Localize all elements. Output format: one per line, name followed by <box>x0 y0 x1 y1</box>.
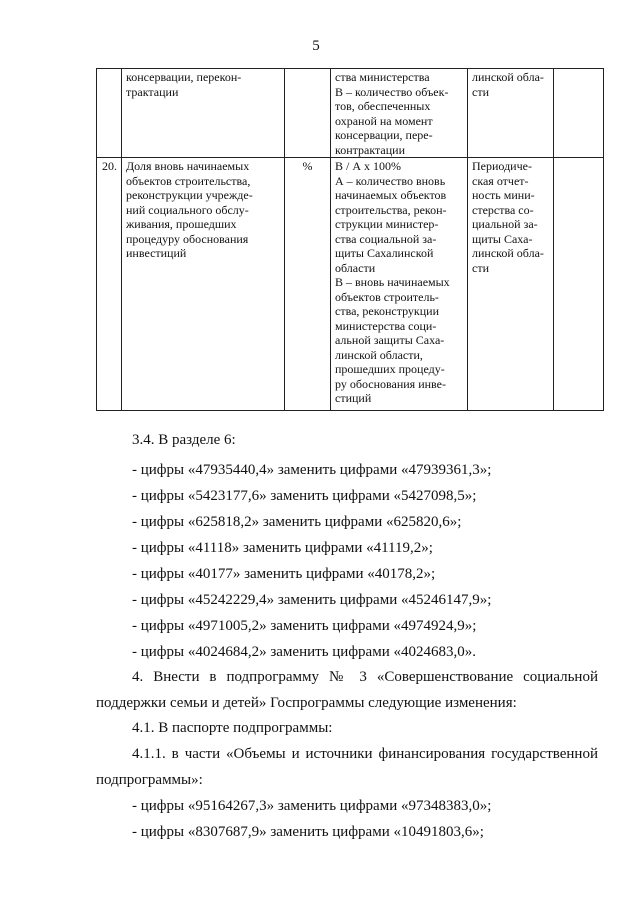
paragraph-item-4-line2: поддержки семьи и детей» Госпрограммы следующие изменения: <box>96 695 517 711</box>
list-item: - цифры «4971005,2» заменить цифрами «4974924,9»; <box>132 618 477 634</box>
list-item: - цифры «5423177,6» заменить цифрами «5427098,5»; <box>132 488 477 504</box>
paragraph-item-4-line1: 4. Внести в подпрограмму № 3 «Совершенствование социальной <box>132 669 598 685</box>
indicators-table <box>96 68 604 411</box>
table-cell-indicator-name: Доля вновь начинаемых объектов строительства, реконструкции учрежде- ний социального обслу- живания, прошедших процедуру обоснования инвестиций <box>122 158 285 411</box>
table-cell-extra <box>554 69 604 158</box>
table-cell-number <box>97 69 122 158</box>
paragraph-item-4-1: 4.1. В паспорте подпрограммы: <box>132 720 333 736</box>
table-cell-extra <box>554 158 604 411</box>
list-item: - цифры «47935440,4» заменить цифрами «47939361,3»; <box>132 462 492 478</box>
paragraph-item-4-1-1-line1: 4.1.1. в части «Объемы и источники финансирования государственной <box>132 746 598 762</box>
list-item: - цифры «45242229,4» заменить цифрами «45246147,9»; <box>132 592 492 608</box>
list-item: - цифры «8307687,9» заменить цифрами «10491803,6»; <box>132 824 484 840</box>
table-cell-unit <box>285 69 331 158</box>
list-item: - цифры «41118» заменить цифрами «41119,2»; <box>132 540 433 556</box>
table-cell-indicator-name: консервации, перекон- трактации <box>122 69 285 158</box>
table-cell-formula: ства министерства В – количество объек- тов, обеспеченных охраной на момент консервации, пере- контрактации <box>331 69 468 158</box>
section-heading: 3.4. В разделе 6: <box>132 432 236 448</box>
list-item: - цифры «40177» заменить цифрами «40178,2»; <box>132 566 436 582</box>
table-cell-source: Периодиче- ская отчет- ность мини- стерства со- циальной за- щиты Саха- линской обла- сти <box>468 158 554 411</box>
table-cell-unit: % <box>285 158 331 411</box>
page-number: 5 <box>312 38 320 54</box>
list-item: - цифры «95164267,3» заменить цифрами «97348383,0»; <box>132 798 492 814</box>
table-cell-number: 20. <box>97 158 122 411</box>
table-cell-formula: В / А х 100% А – количество вновь начинаемых объектов строительства, рекон- струкции министер- ства социальной за- щиты Сахалинской области В – вновь начинаемых объектов строитель- ства, реконструкции министерства соци- альной защиты Саха- линской области, прошедших процеду- ру обоснования инве- стиций <box>331 158 468 411</box>
table-cell-source: линской обла- сти <box>468 69 554 158</box>
paragraph-item-4-1-1-line2: подпрограммы»: <box>96 772 203 788</box>
list-item: - цифры «4024684,2» заменить цифрами «4024683,0». <box>132 644 476 660</box>
list-item: - цифры «625818,2» заменить цифрами «625820,6»; <box>132 514 462 530</box>
table-row <box>97 69 604 158</box>
table-row <box>97 158 604 411</box>
